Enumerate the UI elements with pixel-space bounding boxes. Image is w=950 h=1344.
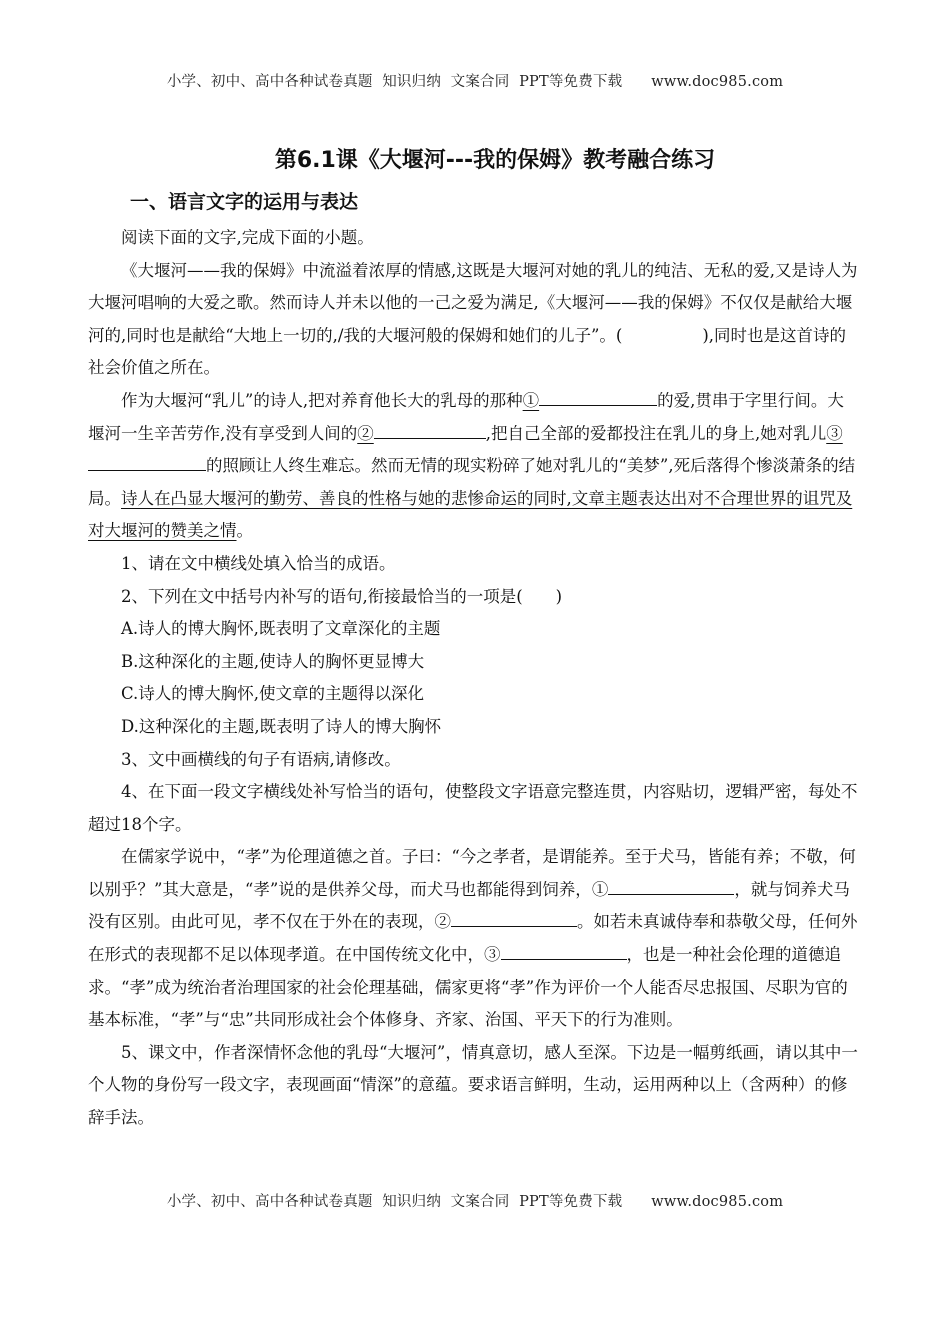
passage-2-end: 。 bbox=[236, 521, 253, 541]
blank-1-marker: ① bbox=[522, 390, 540, 410]
blank-1 bbox=[539, 385, 657, 406]
page-footer bbox=[0, 1190, 950, 1211]
passage-3-b: ，就与饲养犬马没有区别。由此可见，孝不仅在于外在的表现， bbox=[88, 879, 850, 932]
blank-6 bbox=[501, 939, 627, 960]
blank-4-marker: ① bbox=[591, 879, 609, 899]
passage-2-a: 作为大堰河“乳儿”的诗人,把对养育他长大的乳母的那种 bbox=[121, 390, 523, 410]
question-3: 3、文中画横线的句子有语病,请修改。 bbox=[121, 749, 401, 769]
passage-3-c: 。如若未真诚侍奉和恭敬父母，任何外在形式的表现都不足以体现孝道。在中国传统文化中， bbox=[88, 912, 858, 965]
blank-3-marker: ③ bbox=[826, 423, 843, 443]
intro-text: 阅读下面的文字,完成下面的小题。 bbox=[121, 228, 374, 247]
passage-3 bbox=[88, 841, 860, 1037]
blank-5-marker: ② bbox=[434, 912, 451, 932]
passage-2-d: 的照顾让人终生难忘。然而无情的现实粉碎了她对乳儿的“美梦”,死后落得个惨淡萧条的结局。 bbox=[88, 456, 856, 508]
passage-2-b: 的爱,贯串于字里行间。大堰河一生辛苦劳作,没有享受到人间的 bbox=[88, 390, 844, 443]
option-b: B.这种深化的主题,使诗人的胸怀更显博大 bbox=[121, 651, 425, 671]
underlined-sentence: 诗人在凸显大堰河的勤劳、善良的性格与她的悲惨命运的同时,文章主题表达出对不合理世界的诅咒及对大堰河的赞美之情 bbox=[88, 488, 853, 541]
question-5: 5、课文中，作者深情怀念他的乳母“大堰河”，情真意切，感人至深。下边是一幅剪纸画，请以其中一个人物的身份写一段文字，表现画面“情深”的意蕴。要求语言鲜明，生动，运用两种以上（含两种）的修辞手法。 bbox=[88, 1042, 858, 1128]
header-site: www.doc985.com bbox=[651, 74, 784, 90]
blank-2 bbox=[374, 418, 486, 439]
passage-1-text-end: ),同时也是这首诗的社会价值之所在。 bbox=[88, 325, 847, 378]
header-text: 小学、初中、高中各种试卷真题 知识归纳 文案合同 PPT等免费下载 bbox=[166, 74, 623, 90]
option-d: D.这种深化的主题,既表明了诗人的博大胸怀 bbox=[121, 716, 442, 736]
question-1: 1、请在文中横线处填入恰当的成语。 bbox=[121, 553, 396, 573]
passage-3-a: 在儒家学说中，“孝”为伦理道德之首。子曰：“今之孝者，是谓能养。至于犬马，皆能有养；不敬，何以别乎？”其大意是，“孝”说的是供养父母，而犬马也都能得到饲养， bbox=[88, 847, 856, 899]
option-c: C.诗人的博大胸怀,使文章的主题得以深化 bbox=[121, 684, 425, 704]
page-header bbox=[0, 70, 950, 91]
passage-2-c: ,把自己全部的爱都投注在乳儿的身上,她对乳儿 bbox=[485, 423, 827, 443]
blank-5 bbox=[451, 906, 577, 927]
passage-1-text: 《大堰河——我的保姆》中流溢着浓厚的情感,这既是大堰河对她的乳儿的纯洁、无私的爱,又是诗人为大堰河唱响的大爱之歌。然而诗人并未以他的一己之爱为满足,《大堰河——我的保姆》不仅仅是献给大堰河的,同时也是献给“大地上一切的,/我的大堰河般的保姆和她们的儿子”。( bbox=[88, 260, 858, 345]
passage-1 bbox=[88, 255, 860, 385]
question-4: 4、在下面一段文字横线处补写恰当的语句，使整段文字语意完整连贯，内容贴切，逻辑严密，每处不超过18个字。 bbox=[88, 782, 858, 834]
question-2: 2、下列在文中括号内补写的语句,衔接最恰当的一项是( ) bbox=[121, 586, 563, 606]
page-title: 第6.1课《大堰河---我的保姆》教考融合练习 bbox=[274, 148, 716, 173]
footer-text: 小学、初中、高中各种试卷真题 知识归纳 文案合同 PPT等免费下载 bbox=[166, 1194, 623, 1210]
blank-2-marker: ② bbox=[357, 423, 374, 443]
passage-2 bbox=[88, 385, 860, 548]
footer-site: www.doc985.com bbox=[651, 1194, 784, 1210]
blank-6-marker: ③ bbox=[484, 945, 501, 965]
option-a: A.诗人的博大胸怀,既表明了文章深化的主题 bbox=[121, 619, 441, 639]
section-heading: 一、语言文字的运用与表达 bbox=[130, 191, 359, 213]
passage-3-d: ，也是一种社会伦理的道德追求。“孝”成为统治者治理国家的社会伦理基础，儒家更将“孝”作为评价一个人能否尽忠报国、尽职为官的基本标准，“孝”与“忠”共同形成社会个体修身、齐家、治国、平天下的行为准则。 bbox=[88, 945, 848, 1030]
blank-3 bbox=[88, 450, 206, 471]
document-body bbox=[88, 222, 860, 1135]
blank-4 bbox=[608, 874, 734, 895]
